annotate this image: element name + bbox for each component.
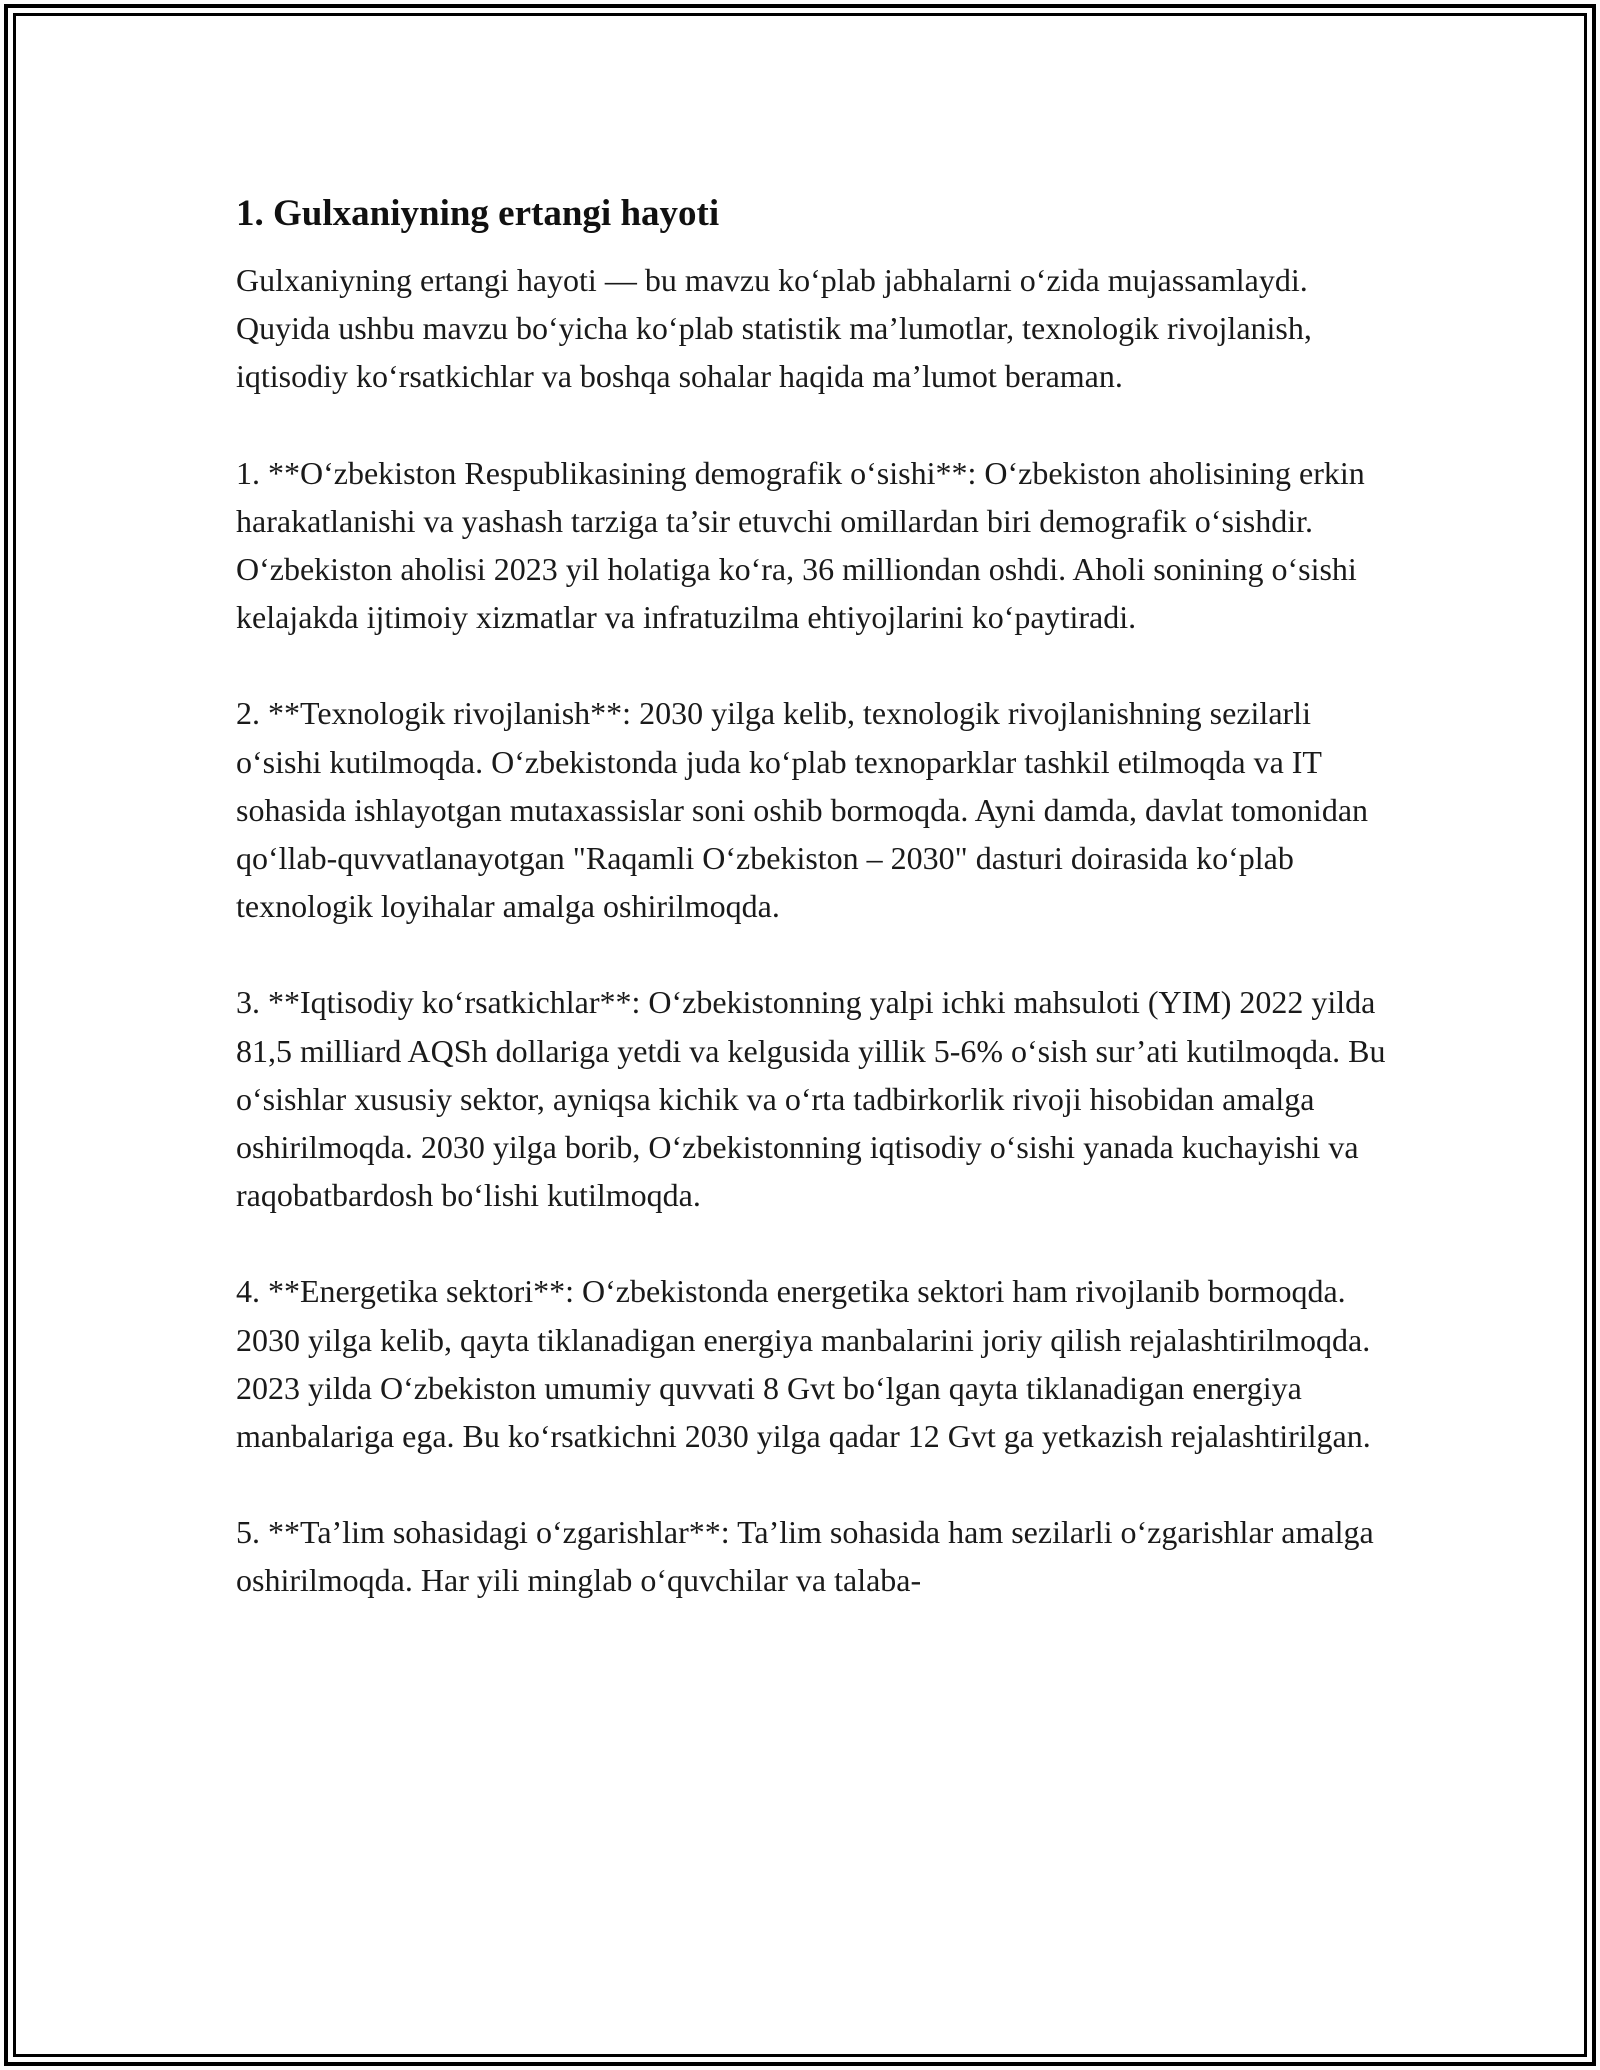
paragraph-demography: 1. **O‘zbekiston Respublikasining demografik o‘sishi**: O‘zbekiston aholisining erkin harakatlanishi va yashash tarziga ta’sir etuvchi omillardan biri demografik o‘sishdir. O‘zbekiston aholisi 2023 yil holatiga ko‘ra, 36 milliondan oshdi. Aholi sonining o‘sishi kelajakda ijtimoiy xizmatlar va infratuzilma ehtiyojlarini ko‘paytiradi. — [236, 454, 1365, 636]
section-heading: 1. Gulxaniyning ertangi hayoti — [236, 193, 720, 234]
document-body — [236, 188, 1386, 1653]
paragraph-education: 5. **Ta’lim sohasidagi o‘zgarishlar**: Ta’lim sohasida ham sezilarli o‘zgarishlar amalga oshirilmoqda. Har yili minglab o‘quvchilar va talaba- — [236, 1514, 1374, 1599]
paragraph-energy: 4. **Energetika sektori**: O‘zbekistonda energetika sektori ham rivojlanib bormoqda. 2030 yilga kelib, qayta tiklanadigan energiya manbalarini joriy qilish rejalashtirilmoqda. 2023 yilda O‘zbekiston umumiy quvvati 8 Gvt bo‘lgan qayta tiklanadigan energiya manbalariga ega. Bu ko‘rsatkichni 2030 yilga qadar 12 Gvt ga yetkazish rejalashtirilgan. — [236, 1273, 1371, 1455]
paragraph-technology: 2. **Texnologik rivojlanish**: 2030 yilga kelib, texnologik rivojlanishning sezilarli o‘sishi kutilmoqda. O‘zbekistonda juda ko‘plab texnoparklar tashkil etilmoqda va IT sohasida ishlayotgan mutaxassislar soni oshib bormoqda. Ayni damda, davlat tomonidan qo‘llab-quvvatlanayotgan "Raqamli O‘zbekiston – 2030" dasturi doirasida ko‘plab texnologik loyihalar amalga oshirilmoqda. — [236, 695, 1369, 925]
intro-paragraph: Gulxaniyning ertangi hayoti — bu mavzu ko‘plab jabhalarni o‘zida mujassamlaydi. Quyida ushbu mavzu bo‘yicha ko‘plab statistik ma’lumotlar, texnologik rivojlanish, iqtisodiy ko‘rsatkichlar va boshqa sohalar haqida ma’lumot beraman. — [236, 262, 1312, 395]
paragraph-economy: 3. **Iqtisodiy ko‘rsatkichlar**: O‘zbekistonning yalpi ichki mahsuloti (YIM) 2022 yilda 81,5 milliard AQSh dollariga yetdi va kelgusida yillik 5-6% o‘sish sur’ati kutilmoqda. Bu o‘sishlar xususiy sektor, ayniqsa kichik va o‘rta tadbirkorlik rivoji hisobidan amalga oshirilmoqda. 2030 yilga borib, O‘zbekistonning iqtisodiy o‘sishi yanada kuchayishi va raqobatbardosh bo‘lishi kutilmoqda. — [236, 984, 1386, 1214]
